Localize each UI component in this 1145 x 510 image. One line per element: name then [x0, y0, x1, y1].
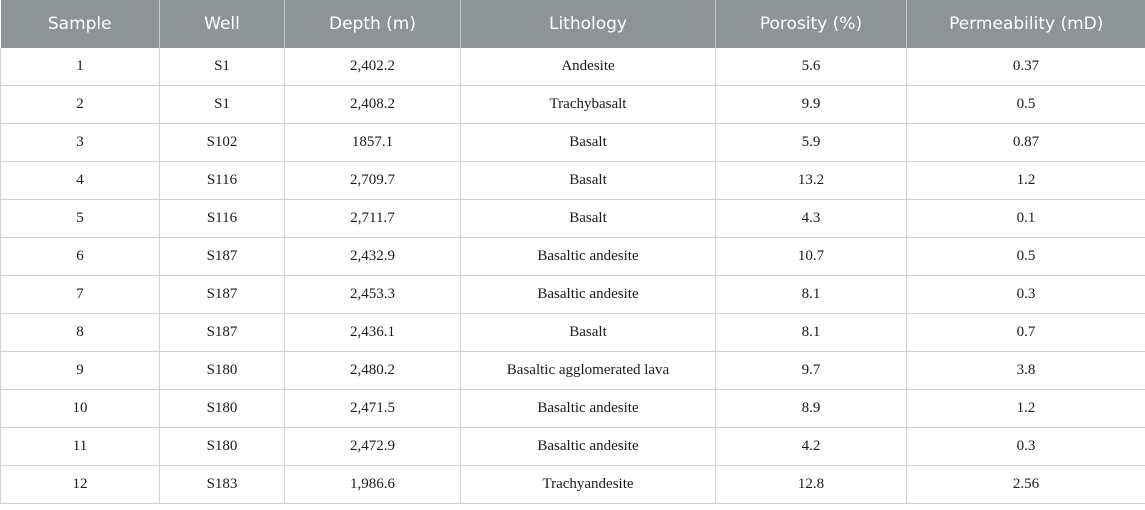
table-row	[1, 276, 1145, 314]
cell-well: S116	[160, 200, 285, 238]
cell-sample: 5	[1, 200, 160, 238]
cell-porosity: 5.6	[716, 48, 907, 86]
table-row	[1, 466, 1145, 504]
cell-permeability: 0.5	[907, 238, 1145, 276]
header-permeability: Permeability (mD)	[907, 0, 1145, 48]
cell-well: S116	[160, 162, 285, 200]
cell-sample: 11	[1, 428, 160, 466]
cell-depth: 1,986.6	[285, 466, 461, 504]
cell-permeability: 0.1	[907, 200, 1145, 238]
table-row	[1, 48, 1145, 86]
table-header	[1, 0, 1145, 48]
cell-depth: 2,436.1	[285, 314, 461, 352]
cell-sample: 9	[1, 352, 160, 390]
cell-sample: 8	[1, 314, 160, 352]
cell-well: S1	[160, 86, 285, 124]
cell-porosity: 8.1	[716, 276, 907, 314]
cell-well: S180	[160, 428, 285, 466]
cell-lithology: Trachyandesite	[461, 466, 716, 504]
cell-lithology: Basaltic andesite	[461, 390, 716, 428]
table-body	[1, 48, 1145, 504]
cell-lithology: Basalt	[461, 314, 716, 352]
cell-depth: 2,432.9	[285, 238, 461, 276]
table-row	[1, 86, 1145, 124]
cell-permeability: 3.8	[907, 352, 1145, 390]
cell-depth: 1857.1	[285, 124, 461, 162]
cell-well: S102	[160, 124, 285, 162]
cell-depth: 2,480.2	[285, 352, 461, 390]
cell-well: S180	[160, 352, 285, 390]
cell-depth: 2,402.2	[285, 48, 461, 86]
cell-lithology: Basaltic agglomerated lava	[461, 352, 716, 390]
cell-sample: 2	[1, 86, 160, 124]
cell-permeability: 1.2	[907, 162, 1145, 200]
table-row	[1, 238, 1145, 276]
cell-lithology: Basaltic andesite	[461, 238, 716, 276]
cell-well: S180	[160, 390, 285, 428]
table-row	[1, 124, 1145, 162]
table-row	[1, 200, 1145, 238]
cell-well: S187	[160, 238, 285, 276]
header-well: Well	[160, 0, 285, 48]
header-sample: Sample	[1, 0, 160, 48]
cell-porosity: 10.7	[716, 238, 907, 276]
header-porosity: Porosity (%)	[716, 0, 907, 48]
table-row	[1, 352, 1145, 390]
header-row	[1, 0, 1145, 48]
cell-depth: 2,472.9	[285, 428, 461, 466]
cell-well: S187	[160, 276, 285, 314]
table-row	[1, 390, 1145, 428]
cell-porosity: 13.2	[716, 162, 907, 200]
cell-lithology: Basalt	[461, 200, 716, 238]
cell-sample: 10	[1, 390, 160, 428]
cell-permeability: 1.2	[907, 390, 1145, 428]
cell-sample: 12	[1, 466, 160, 504]
header-lithology: Lithology	[461, 0, 716, 48]
cell-depth: 2,711.7	[285, 200, 461, 238]
cell-sample: 4	[1, 162, 160, 200]
cell-permeability: 0.5	[907, 86, 1145, 124]
cell-permeability: 0.7	[907, 314, 1145, 352]
cell-porosity: 9.9	[716, 86, 907, 124]
cell-porosity: 12.8	[716, 466, 907, 504]
cell-porosity: 4.3	[716, 200, 907, 238]
cell-lithology: Basalt	[461, 124, 716, 162]
cell-permeability: 2.56	[907, 466, 1145, 504]
cell-porosity: 9.7	[716, 352, 907, 390]
cell-lithology: Basaltic andesite	[461, 276, 716, 314]
table-row	[1, 314, 1145, 352]
cell-well: S187	[160, 314, 285, 352]
cell-lithology: Basalt	[461, 162, 716, 200]
cell-depth: 2,408.2	[285, 86, 461, 124]
cell-lithology: Andesite	[461, 48, 716, 86]
cell-depth: 2,453.3	[285, 276, 461, 314]
cell-porosity: 4.2	[716, 428, 907, 466]
cell-sample: 1	[1, 48, 160, 86]
cell-porosity: 8.9	[716, 390, 907, 428]
cell-depth: 2,709.7	[285, 162, 461, 200]
cell-permeability: 0.3	[907, 428, 1145, 466]
cell-lithology: Basaltic andesite	[461, 428, 716, 466]
cell-lithology: Trachybasalt	[461, 86, 716, 124]
cell-sample: 7	[1, 276, 160, 314]
cell-well: S1	[160, 48, 285, 86]
cell-porosity: 5.9	[716, 124, 907, 162]
table-row	[1, 428, 1145, 466]
cell-well: S183	[160, 466, 285, 504]
cell-depth: 2,471.5	[285, 390, 461, 428]
table-row	[1, 162, 1145, 200]
header-depth: Depth (m)	[285, 0, 461, 48]
cell-permeability: 0.87	[907, 124, 1145, 162]
cell-sample: 6	[1, 238, 160, 276]
cell-permeability: 0.37	[907, 48, 1145, 86]
cell-porosity: 8.1	[716, 314, 907, 352]
cell-permeability: 0.3	[907, 276, 1145, 314]
cell-sample: 3	[1, 124, 160, 162]
